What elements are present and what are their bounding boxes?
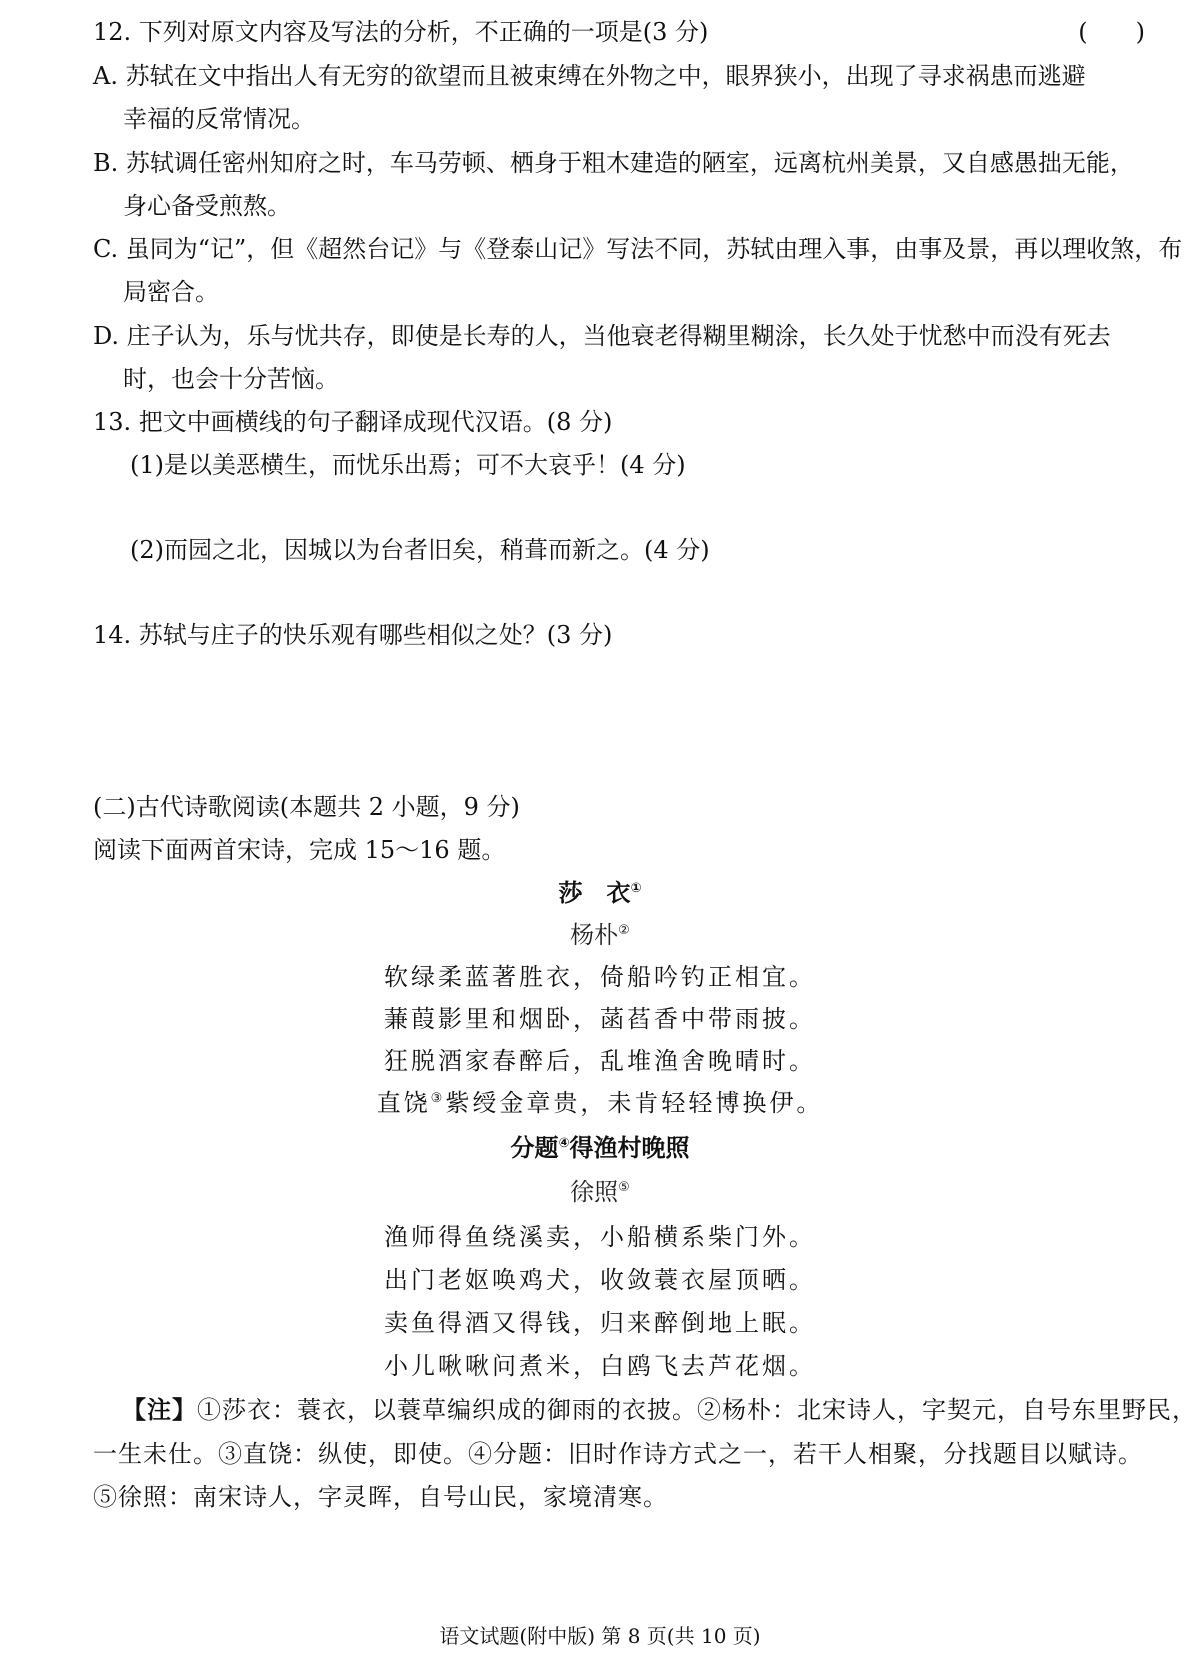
poem2-line-1: 渔师得鱼绕溪卖，小船横系柴门外。 bbox=[384, 1223, 816, 1251]
section-heading: (二)古代诗歌阅读(本题共 2 小题，9 分) bbox=[93, 793, 520, 821]
poem1-line-3: 狂脱酒家春醉后，乱堆渔舍晚晴时。 bbox=[384, 1047, 816, 1075]
q13-part-2: (2)而园之北，因城以为台者旧矣，稍葺而新之。(4 分) bbox=[130, 536, 710, 564]
q12-option-a-cont: 幸福的反常情况。 bbox=[123, 105, 315, 133]
notes-line-2: 一生未仕。③直饶：纵使，即使。④分题：旧时作诗方式之一，若干人相聚，分找题目以赋诗。 bbox=[93, 1440, 1143, 1468]
q12-option-d: D. 庄子认为，乐与忧共存，即使是长寿的人，当他衰老得糊里糊涂，长久处于忧愁中而没有死去 bbox=[93, 322, 1111, 350]
poem1-title-note-marker: ① bbox=[630, 881, 642, 896]
q14-stem: 14. 苏轼与庄子的快乐观有哪些相似之处？(3 分) bbox=[93, 621, 613, 649]
notes-label: 【注】 bbox=[122, 1396, 197, 1424]
q12-stem: 12. 下列对原文内容及写法的分析，不正确的一项是(3 分) bbox=[93, 18, 709, 46]
poem1-line-1: 软绿柔蓝著胜衣，倚船吟钓正相宜。 bbox=[384, 963, 816, 991]
poem1-line-2: 蒹葭影里和烟卧，菡萏香中带雨披。 bbox=[384, 1005, 816, 1033]
page-footer: 语文试题(附中版) 第 8 页(共 10 页) bbox=[439, 1624, 761, 1648]
q12-option-b: B. 苏轼调任密州知府之时，车马劳顿、栖身于粗木建造的陋室，远离杭州美景，又自感愚拙无能， bbox=[93, 149, 1134, 177]
q12-option-c-cont: 局密合。 bbox=[123, 278, 219, 306]
q12-option-a: A. 苏轼在文中指出人有无穷的欲望而且被束缚在外物之中，眼界狭小，出现了寻求祸患而逃避 bbox=[93, 62, 1086, 90]
poem2-line-3: 卖鱼得酒又得钱，归来醉倒地上眠。 bbox=[384, 1309, 816, 1337]
poem1-line4-note-marker: ③ bbox=[430, 1091, 446, 1106]
q13-part-1: (1)是以美恶横生，而忧乐出焉；可不大哀乎！(4 分) bbox=[130, 451, 686, 479]
poem1-line-4: 直饶③紫绶金章贵，未肯轻轻博换伊。 bbox=[376, 1089, 824, 1117]
q12-option-b-cont: 身心备受煎熬。 bbox=[123, 192, 291, 220]
poem1-author-note-marker: ② bbox=[618, 923, 630, 938]
section-intro: 阅读下面两首宋诗，完成 15～16 题。 bbox=[93, 836, 506, 864]
notes-line-1: 【注】①莎衣：蓑衣，以蓑草编织成的御雨的衣披。②杨朴：北宋诗人，字契元，自号东里野民， bbox=[122, 1396, 1197, 1424]
poem2-title: 分题④得渔村晚照 bbox=[510, 1134, 690, 1162]
poem2-line-4: 小儿啾啾问煮米，白鸥飞去芦花烟。 bbox=[384, 1352, 816, 1380]
notes-line-3: ⑤徐照：南宋诗人，字灵晖，自号山民，家境清寒。 bbox=[93, 1483, 668, 1511]
poem1-author: 杨朴② bbox=[570, 921, 630, 949]
q12-option-c: C. 虽同为“记”，但《超然台记》与《登泰山记》写法不同，苏轼由理入事，由事及景，再以理收煞，布 bbox=[93, 235, 1183, 263]
poem2-author-note-marker: ⑤ bbox=[618, 1180, 630, 1195]
poem2-author: 徐照⑤ bbox=[570, 1178, 630, 1206]
poem2-title-note-marker: ④ bbox=[558, 1136, 570, 1151]
poem2-line-2: 出门老妪唤鸡犬，收敛蓑衣屋顶晒。 bbox=[384, 1266, 816, 1294]
q13-stem: 13. 把文中画横线的句子翻译成现代汉语。(8 分) bbox=[93, 408, 613, 436]
q12-answer-parentheses: ( ) bbox=[1078, 18, 1145, 46]
q12-option-d-cont: 时，也会十分苦恼。 bbox=[123, 365, 339, 393]
poem1-title: 莎 衣① bbox=[558, 879, 642, 907]
